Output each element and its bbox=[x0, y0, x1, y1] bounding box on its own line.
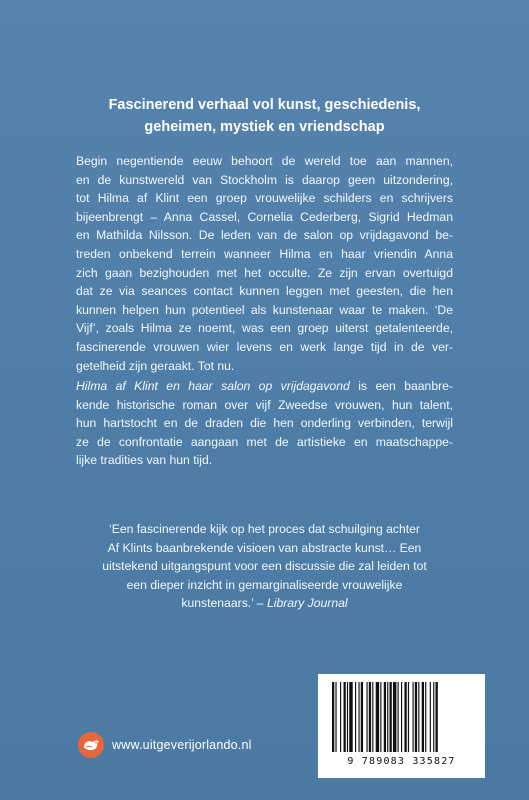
barcode-bars bbox=[328, 682, 475, 754]
barcode bbox=[318, 674, 485, 778]
synopsis-line: fascinerende vrouwen wier levens en werk lange tijd in de ver- bbox=[76, 339, 453, 354]
barcode-bar bbox=[369, 682, 371, 752]
synopsis-line: kunnen helpen hun potentieel als kunstenaar waar te maken. ‘De bbox=[76, 302, 453, 317]
description-paragraph bbox=[76, 377, 453, 470]
description-line-rest: is een baanbre- bbox=[349, 379, 453, 393]
barcode-bar bbox=[401, 682, 402, 752]
barcode-bar bbox=[355, 682, 356, 752]
description-line: kende historische roman over vijf Zweedse vrouwen, hun talent, bbox=[76, 397, 453, 412]
tagline-line-2: geheimen, mystiek en vriendschap bbox=[144, 119, 385, 135]
barcode-bar bbox=[380, 682, 381, 752]
barcode-bar bbox=[376, 682, 379, 752]
tagline bbox=[60, 94, 469, 138]
quote-line bbox=[60, 594, 469, 613]
barcode-bar bbox=[398, 682, 399, 752]
synopsis-paragraph bbox=[76, 152, 453, 375]
barcode-bar bbox=[433, 682, 434, 752]
barcode-bar bbox=[347, 682, 348, 752]
barcode-bar bbox=[422, 682, 424, 752]
barcode-bar bbox=[430, 682, 431, 752]
quote-last-line: kunstenaars.’ – bbox=[181, 596, 267, 611]
barcode-bar bbox=[415, 682, 417, 752]
publisher bbox=[78, 733, 252, 757]
barcode-bar bbox=[425, 682, 426, 752]
barcode-bar bbox=[413, 682, 414, 752]
synopsis-line: dat ze via seances contact kunnen leggen met geesten, die hen bbox=[76, 284, 453, 299]
review-quote bbox=[60, 520, 469, 613]
synopsis-line: en de kunstwereld van Stockholm is daarop geen uitzondering, bbox=[76, 172, 453, 187]
barcode-bar bbox=[344, 682, 346, 752]
barcode-bar bbox=[332, 682, 334, 752]
quote-line: een dieper inzicht in gemarginaliseerde vrouwelijke bbox=[126, 577, 403, 592]
barcode-bar bbox=[390, 682, 392, 752]
synopsis-line: zich gaan bezighouden met het occulte. Ze zijn ervan overtuigd bbox=[76, 265, 453, 280]
barcode-bar bbox=[340, 682, 341, 752]
book-title-italic: Hilma af Klint en haar salon op vrijdagavond bbox=[76, 379, 350, 393]
barcode-bar bbox=[393, 682, 396, 752]
barcode-bar bbox=[361, 682, 363, 752]
synopsis-line: treden onbekend terrein wanneer Hilma en haar vriendin Anna bbox=[76, 246, 453, 261]
synopsis-line: Vijf’, zoals Hilma ze noemt, was een groep uiterst getalenteerde, bbox=[76, 321, 453, 336]
description-line: lijke tradities van hun tijd. bbox=[76, 453, 213, 468]
description-line: ze de confrontatie aangaan met de artistieke en maatschappe- bbox=[76, 434, 453, 449]
publisher-url[interactable]: www.uitgeverijorlando.nl bbox=[112, 738, 252, 752]
barcode-bar bbox=[384, 682, 386, 752]
synopsis-line: bijeenbrengt – Anna Cassel, Cornelia Cederberg, Sigrid Hedman bbox=[76, 209, 453, 224]
barcode-bar bbox=[436, 682, 438, 752]
synopsis-line: Begin negentiende eeuw behoort de wereld toe aan mannen, bbox=[76, 154, 453, 168]
barcode-bar bbox=[358, 682, 359, 752]
isbn-number: 9 789083 335827 bbox=[347, 756, 456, 767]
barcode-bar bbox=[404, 682, 406, 752]
quote-line: Af Klints baanbrekende visioen van abstracte kunst… Een bbox=[107, 540, 422, 555]
description-line: hun hartstocht en de draden die hen onderling verbinden, terwijl bbox=[76, 416, 453, 431]
synopsis-line: en Mathilda Nilsson. De leden van de salon op vrijdagavond be- bbox=[76, 228, 453, 243]
barcode-bar bbox=[367, 682, 368, 752]
bird-logo-icon bbox=[78, 732, 104, 758]
description-line bbox=[76, 377, 453, 396]
synopsis-line: getelheid zijn geraakt. Tot nu. bbox=[76, 358, 235, 373]
barcode-bar bbox=[349, 682, 352, 752]
quote-line: ‘Een fascinerende kijk op het proces dat schuilging achter bbox=[109, 522, 420, 536]
barcode-bar bbox=[372, 682, 373, 752]
tagline-line-1: Fascinerend verhaal vol kunst, geschiedenis, bbox=[108, 97, 421, 113]
barcode-bar bbox=[335, 682, 336, 752]
barcode-bar bbox=[387, 682, 388, 752]
quote-source: Library Journal bbox=[266, 596, 348, 611]
quote-line: uitstekend uitgangspunt voor een discussie die zal leiden tot bbox=[102, 559, 427, 574]
barcode-bar bbox=[408, 682, 409, 752]
synopsis-line: tot Hilma af Klint een groep vrouwelijke schilders en schrijvers bbox=[76, 191, 453, 206]
barcode-bar bbox=[418, 682, 419, 752]
